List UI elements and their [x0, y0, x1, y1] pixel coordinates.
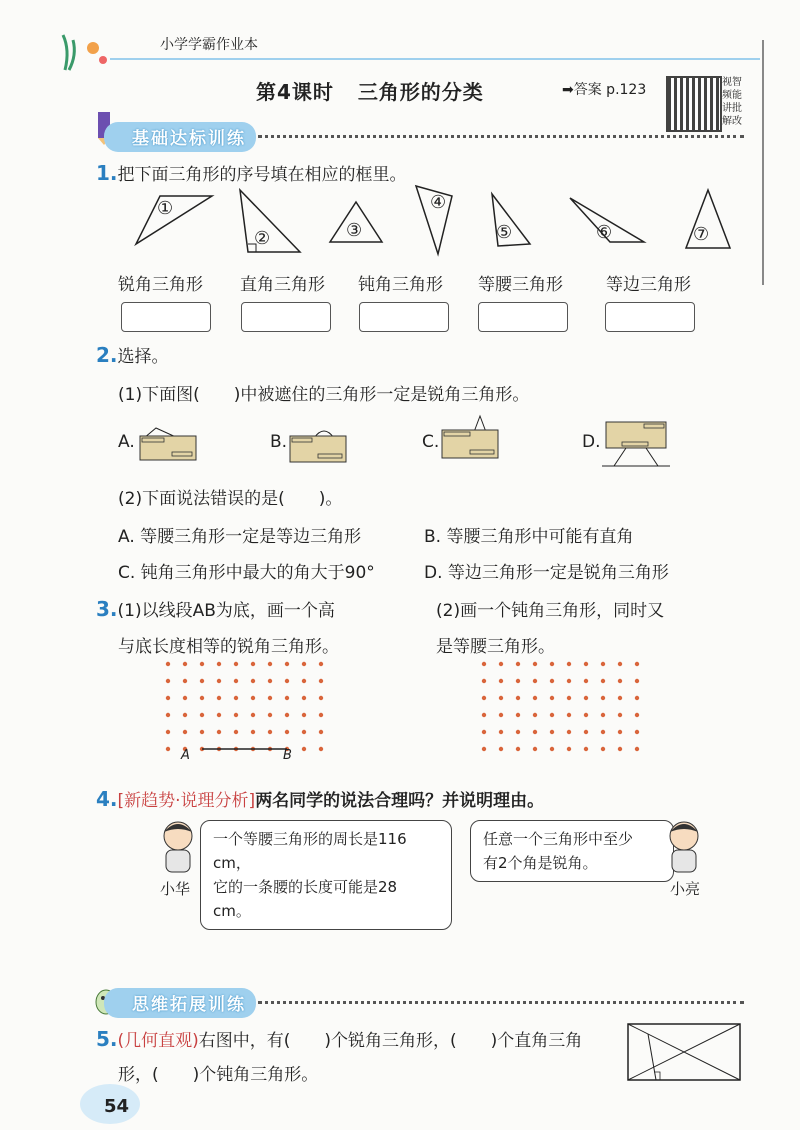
grid-dot	[550, 730, 554, 734]
grid-dot	[550, 696, 554, 700]
grid-dot	[516, 730, 520, 734]
grid-dot	[166, 730, 170, 734]
grid-dot	[319, 679, 323, 683]
grid-dot	[183, 713, 187, 717]
grid-dot	[268, 696, 272, 700]
q2-opt-c: C.	[422, 432, 440, 452]
q3: 3.(1)以线段AB为底，画一个高	[96, 597, 335, 621]
mark-6: ⑥	[596, 222, 613, 243]
grid-dot	[584, 679, 588, 683]
grid-dot	[618, 662, 622, 666]
grid-dot	[533, 730, 537, 734]
grid-dot	[482, 713, 486, 717]
grid-dot	[302, 696, 306, 700]
grid-dot	[635, 696, 639, 700]
grid-dot	[567, 662, 571, 666]
grid-dot	[499, 713, 503, 717]
grid-dot	[584, 696, 588, 700]
grid-dot	[635, 662, 639, 666]
speech-bubble-right: 任意一个三角形中至少 有2个角是锐角。	[470, 820, 674, 882]
q2-sub2-c: C. 钝角三角形中最大的角大于90°	[118, 563, 375, 583]
grid-dot	[533, 713, 537, 717]
q2-opt-b: B.	[270, 432, 288, 452]
dot-grid-right[interactable]	[476, 656, 656, 766]
page-number: 54	[104, 1096, 130, 1117]
book-title: 小学学霸作业本	[160, 37, 258, 53]
grid-dot	[533, 696, 537, 700]
grid-dot	[302, 679, 306, 683]
grid-dot	[482, 747, 486, 751]
q1: 1.把下面三角形的序号填在相应的框里。	[96, 161, 407, 185]
option-b-figure	[288, 418, 350, 468]
grid-dot	[516, 679, 520, 683]
mark-1: ①	[157, 198, 174, 219]
label-a: A	[181, 748, 190, 763]
grid-dot	[217, 713, 221, 717]
grid-dot	[234, 696, 238, 700]
section-extend-dots	[258, 1001, 744, 1004]
option-a-figure	[138, 418, 200, 464]
grid-dot	[550, 713, 554, 717]
q2-sub2-d: D. 等边三角形一定是锐角三角形	[424, 563, 669, 583]
grid-dot	[166, 696, 170, 700]
grid-dot	[584, 730, 588, 734]
cat-acute: 锐角三角形	[118, 275, 203, 295]
grid-dot	[601, 679, 605, 683]
grid-dot	[251, 662, 255, 666]
grid-dot	[516, 747, 520, 751]
grid-dot	[166, 662, 170, 666]
lesson-title: 第4课时 三角形的分类	[256, 80, 484, 104]
grid-dot	[601, 713, 605, 717]
grid-dot	[584, 713, 588, 717]
grid-dot	[618, 730, 622, 734]
grid-dot	[550, 679, 554, 683]
grid-dot	[166, 713, 170, 717]
speech-bubble-left: 一个等腰三角形的周长是116 cm， 它的一条腰的长度可能是28 cm。	[200, 820, 452, 930]
q5: 5.(几何直观)右图中，有( )个锐角三角形，( )个直角三角	[96, 1027, 583, 1051]
grid-dot	[567, 730, 571, 734]
grid-dot	[567, 679, 571, 683]
grid-dot	[285, 713, 289, 717]
grid-dot	[268, 713, 272, 717]
grid-dot	[302, 662, 306, 666]
header-line	[110, 58, 760, 60]
grid-dot	[618, 747, 622, 751]
option-c-figure	[440, 410, 502, 466]
grid-dot	[618, 696, 622, 700]
q2-sub2-a: A. 等腰三角形一定是等边三角形	[118, 527, 362, 547]
grid-dot	[601, 747, 605, 751]
q3-p2a: (2)画一个钝角三角形，同时又	[436, 601, 665, 621]
grid-dot	[516, 662, 520, 666]
grid-dot	[251, 696, 255, 700]
grid-dot	[584, 662, 588, 666]
grid-dot	[601, 662, 605, 666]
triangle-1	[136, 196, 212, 244]
grid-dot	[217, 696, 221, 700]
grid-dot	[533, 662, 537, 666]
name-left: 小华	[160, 880, 191, 898]
grid-dot	[200, 696, 204, 700]
grid-dot	[567, 696, 571, 700]
grid-dot	[285, 662, 289, 666]
qr-code[interactable]	[666, 76, 722, 132]
grid-dot	[635, 713, 639, 717]
answer-box-obtuse[interactable]	[359, 302, 449, 332]
q2-sub2: (2)下面说法错误的是( )。	[118, 489, 343, 509]
grid-dot	[499, 679, 503, 683]
grid-dot	[268, 730, 272, 734]
grid-dot	[302, 730, 306, 734]
q2: 2.选择。	[96, 343, 169, 367]
grid-dot	[217, 730, 221, 734]
grid-dot	[268, 679, 272, 683]
grid-dot	[251, 713, 255, 717]
answer-box-equilateral[interactable]	[605, 302, 695, 332]
grid-dot	[601, 696, 605, 700]
grid-dot	[217, 679, 221, 683]
grid-dot	[166, 747, 170, 751]
grid-dot	[183, 662, 187, 666]
section-extend: 思维拓展训练	[104, 988, 256, 1018]
grid-dot	[618, 713, 622, 717]
cat-right: 直角三角形	[240, 275, 325, 295]
grid-dot	[499, 730, 503, 734]
grid-dot	[319, 662, 323, 666]
grid-dot	[482, 662, 486, 666]
grid-dot	[251, 679, 255, 683]
grid-dot	[251, 730, 255, 734]
grid-dot	[567, 713, 571, 717]
grid-dot	[183, 730, 187, 734]
qr-caption: 视智 频能 讲批 解改	[722, 77, 742, 127]
grid-dot	[482, 730, 486, 734]
q2-opt-d: D.	[582, 432, 601, 452]
grid-dot	[183, 679, 187, 683]
grid-dot	[166, 679, 170, 683]
answer-box-right[interactable]	[241, 302, 331, 332]
mark-5: ⑤	[496, 222, 513, 243]
q5-line2: 形，( )个钝角三角形。	[118, 1065, 319, 1085]
q3-p2b: 是等腰三角形。	[436, 637, 555, 657]
q3-p1b: 与底长度相等的锐角三角形。	[118, 637, 339, 657]
margin-rule	[762, 40, 764, 285]
mark-2: ②	[254, 228, 271, 249]
option-d-figure	[600, 420, 672, 474]
grid-dot	[550, 747, 554, 751]
q2-sub1: (1)下面图( )中被遮住的三角形一定是锐角三角形。	[118, 385, 530, 405]
grid-dot	[302, 747, 306, 751]
grid-dot	[516, 696, 520, 700]
grid-dot	[200, 713, 204, 717]
grid-dot	[302, 713, 306, 717]
name-right: 小亮	[670, 880, 701, 898]
grid-dot	[200, 730, 204, 734]
boy-avatar-left	[156, 818, 200, 876]
grid-dot	[319, 713, 323, 717]
header-decoration	[55, 30, 115, 75]
grid-dot	[618, 679, 622, 683]
grid-dot	[601, 730, 605, 734]
grid-dot	[200, 679, 204, 683]
grid-dot	[499, 696, 503, 700]
cat-obtuse: 钝角三角形	[358, 275, 443, 295]
grid-dot	[499, 747, 503, 751]
grid-dot	[285, 696, 289, 700]
grid-dot	[234, 713, 238, 717]
grid-dot	[234, 662, 238, 666]
grid-dot	[183, 696, 187, 700]
grid-dot	[285, 730, 289, 734]
section-basic-dots	[258, 135, 744, 138]
q4: 4.[新趋势·说理分析]两名同学的说法合理吗？并说明理由。	[96, 787, 545, 811]
q2-opt-a: A.	[118, 432, 135, 452]
boy-avatar-right	[662, 818, 706, 876]
grid-dot	[319, 730, 323, 734]
grid-dot	[319, 747, 323, 751]
grid-dot	[499, 662, 503, 666]
grid-dot	[516, 713, 520, 717]
grid-dot	[285, 679, 289, 683]
grid-dot	[533, 747, 537, 751]
grid-dot	[482, 696, 486, 700]
grid-dot	[567, 747, 571, 751]
grid-dot	[482, 679, 486, 683]
cat-isosceles: 等腰三角形	[478, 275, 563, 295]
label-b: B	[283, 748, 292, 763]
grid-dot	[234, 730, 238, 734]
grid-dot	[635, 679, 639, 683]
grid-dot	[319, 696, 323, 700]
grid-dot	[533, 679, 537, 683]
mark-7: ⑦	[693, 224, 710, 245]
grid-dot	[635, 747, 639, 751]
grid-dot	[550, 662, 554, 666]
answer-box-isosceles[interactable]	[478, 302, 568, 332]
grid-dot	[200, 662, 204, 666]
answer-ref: ➡答案 p.123	[562, 82, 647, 98]
q5-rectangle-figure	[626, 1022, 744, 1084]
grid-dot	[635, 730, 639, 734]
grid-dot	[217, 662, 221, 666]
grid-dot	[584, 747, 588, 751]
answer-box-acute[interactable]	[121, 302, 211, 332]
mark-3: ③	[346, 220, 363, 241]
grid-dot	[268, 662, 272, 666]
mark-4: ④	[430, 192, 447, 213]
cat-equilateral: 等边三角形	[606, 275, 691, 295]
section-basic: 基础达标训练	[104, 122, 256, 152]
grid-dot	[234, 679, 238, 683]
q2-sub2-b: B. 等腰三角形中可能有直角	[424, 527, 634, 547]
